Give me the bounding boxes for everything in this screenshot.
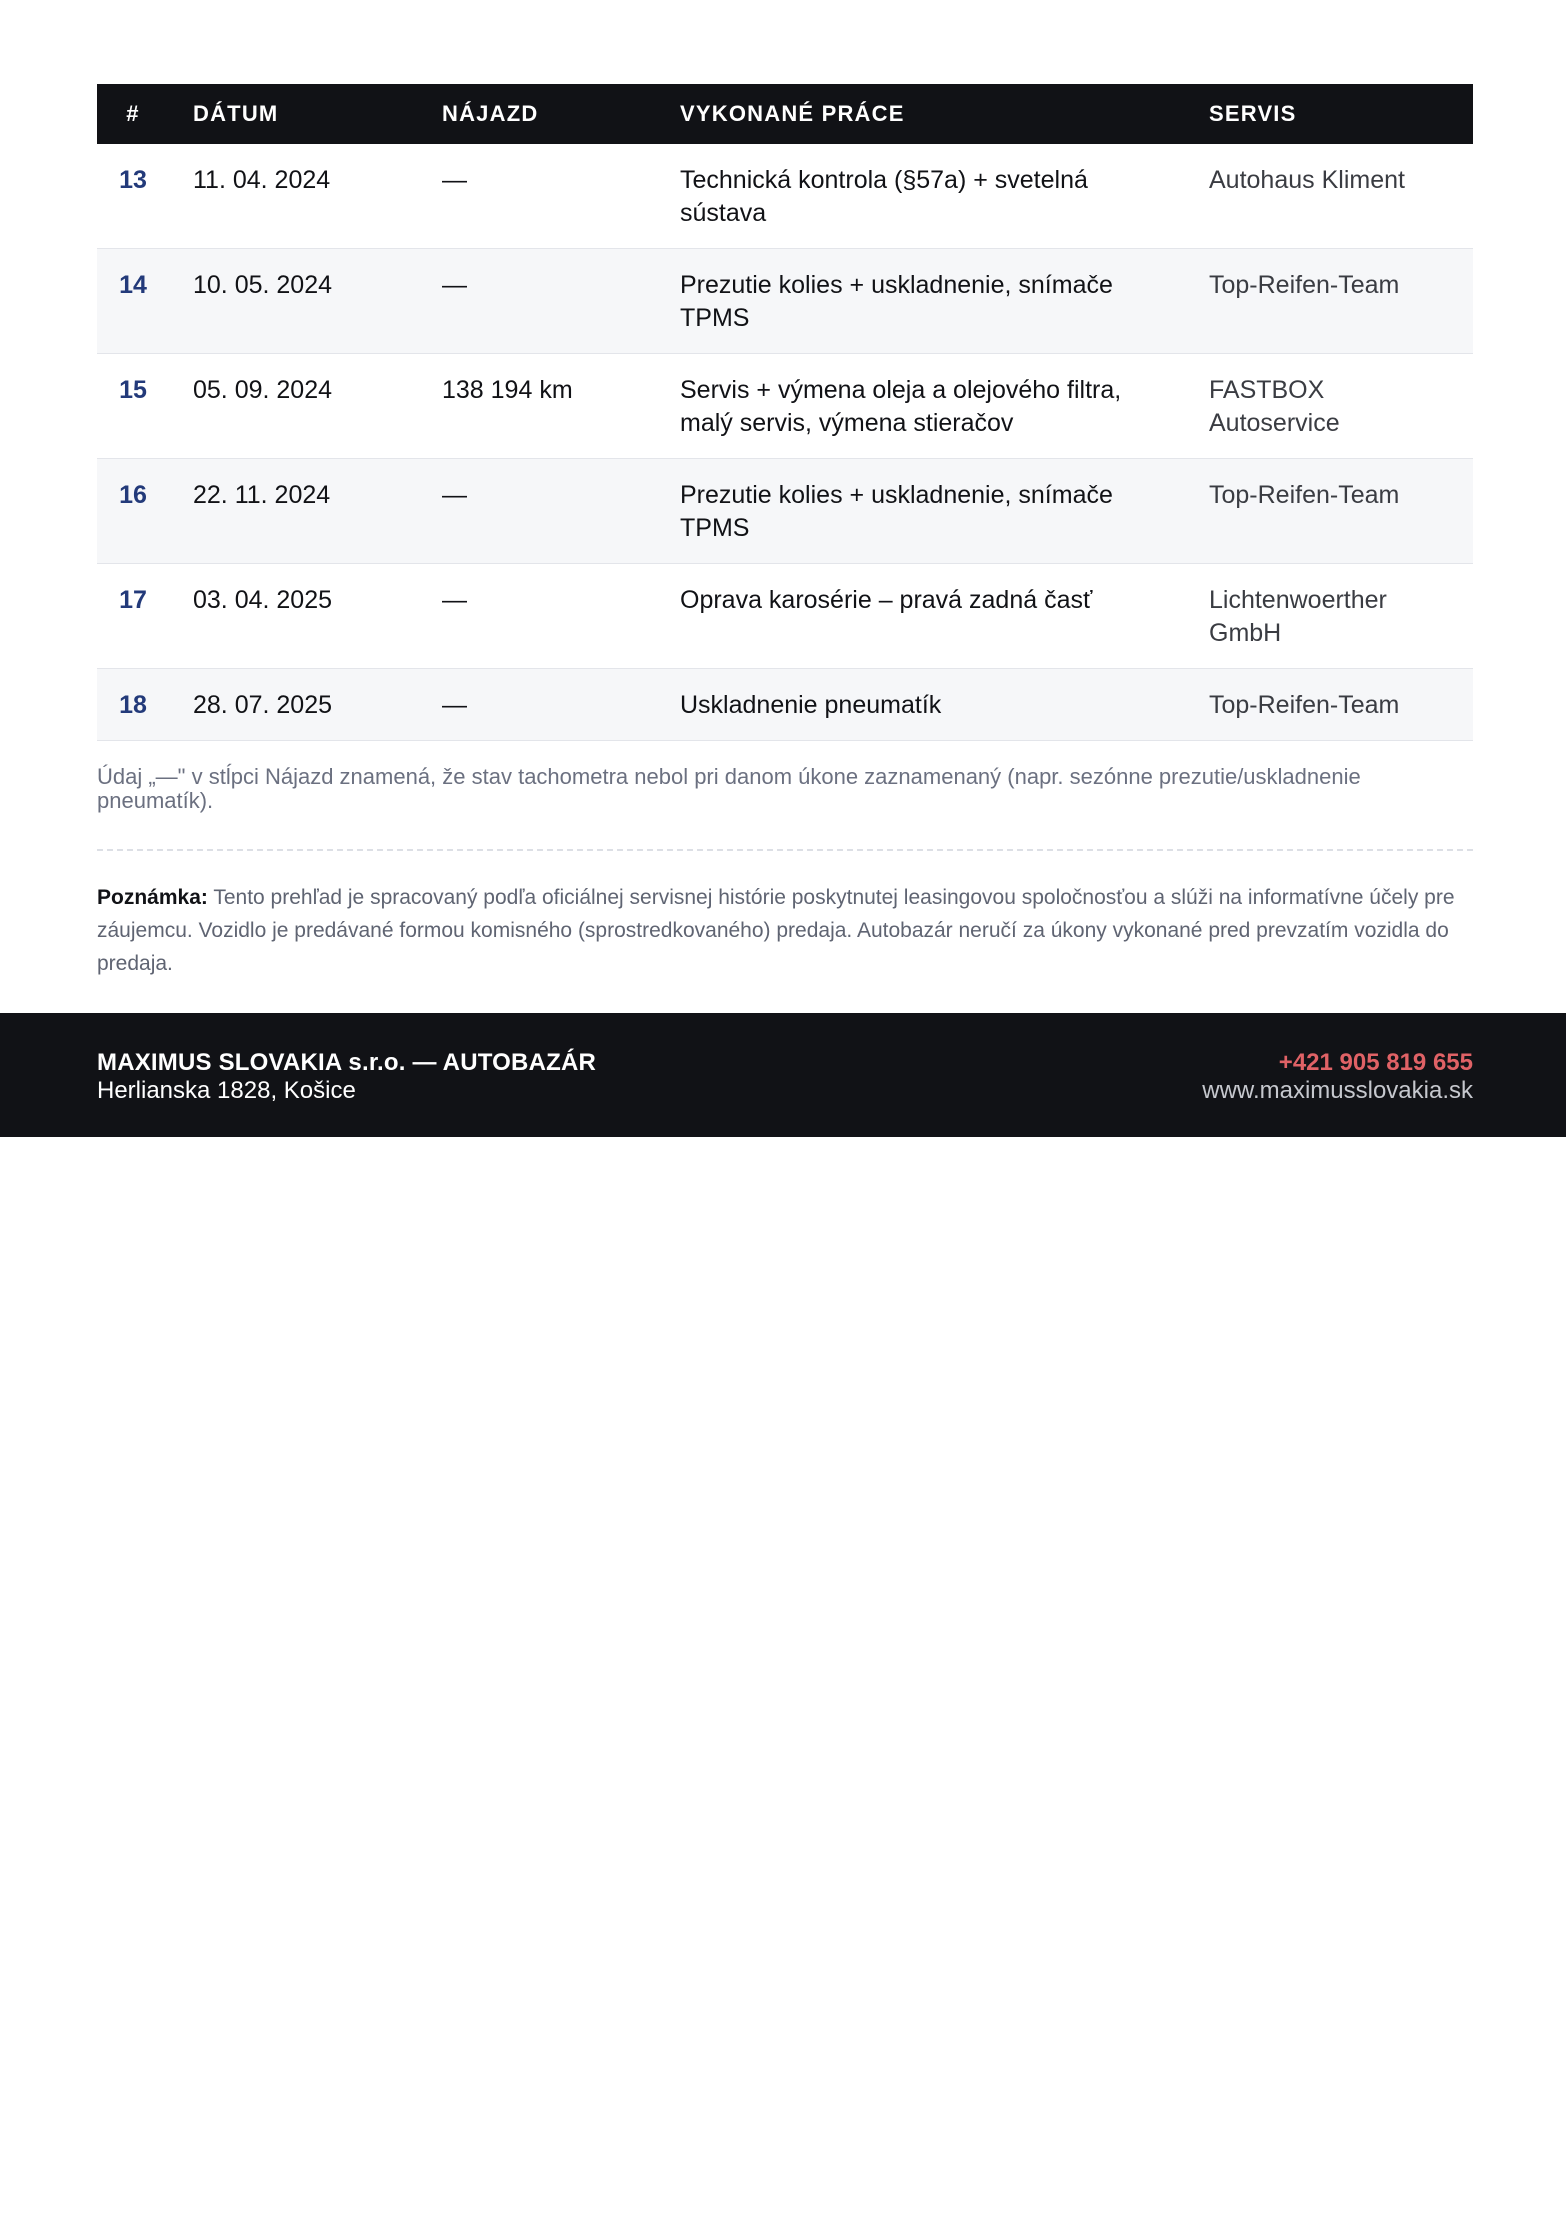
row-mileage: — [418, 564, 656, 669]
row-date: 11. 04. 2024 [169, 144, 418, 249]
row-service: Lichtenwoerther GmbH [1185, 564, 1473, 669]
mileage-legend-note: Údaj „—" v stĺpci Nájazd znamená, že stav tachometra nebol pri danom úkone zaznamenaný (napr. sezónne prezutie/uskladnenie pneumatík). [97, 764, 1361, 813]
table-header [97, 84, 1473, 144]
table-row [97, 354, 1473, 459]
row-number: 17 [97, 564, 169, 669]
row-work: Servis + výmena oleja a olejového filtra, malý servis, výmena stieračov [656, 354, 1185, 459]
row-service: Top-Reifen-Team [1185, 669, 1473, 741]
row-number: 18 [97, 669, 169, 741]
row-date: 22. 11. 2024 [169, 459, 418, 564]
remark-label: Poznámka: [97, 886, 208, 909]
remark-text: Tento prehľad je spracovaný podľa oficiálnej servisnej histórie poskytnutej leasingovou spoločnosťou a slúži na informatívne účely pre záujemcu. Vozidlo je predávané formou komisného (sprostredkovaného) predaja. Autobazár neručí za úkony vykonané pred prevzatím vozidla do predaja. [97, 886, 1455, 975]
table-body [97, 144, 1473, 741]
table-row [97, 144, 1473, 249]
dealer-footer [0, 1013, 1566, 1137]
row-mileage: — [418, 669, 656, 741]
table-row [97, 249, 1473, 354]
remark-paragraph [97, 881, 1473, 980]
header-date: DÁTUM [169, 84, 418, 144]
header-work: VYKONANÉ PRÁCE [656, 84, 1185, 144]
company-name: MAXIMUS SLOVAKIA s.r.o. — AUTOBAZÁR [97, 1049, 597, 1076]
table-row [97, 459, 1473, 564]
row-work: Uskladnenie pneumatík [656, 669, 1185, 741]
row-date: 05. 09. 2024 [169, 354, 418, 459]
row-service: FASTBOX Autoservice [1185, 354, 1473, 459]
table-row [97, 564, 1473, 669]
row-mileage: — [418, 249, 656, 354]
row-date: 03. 04. 2025 [169, 564, 418, 669]
footer-contact-block [1202, 1049, 1473, 1105]
row-date: 28. 07. 2025 [169, 669, 418, 741]
row-number: 14 [97, 249, 169, 354]
row-work: Oprava karosérie – pravá zadná časť [656, 564, 1185, 669]
row-number: 16 [97, 459, 169, 564]
phone-number[interactable]: +421 905 819 655 [1278, 1049, 1473, 1076]
service-history-section [97, 84, 1473, 1001]
header-mileage: NÁJAZD [418, 84, 656, 144]
row-mileage: — [418, 459, 656, 564]
row-service: Top-Reifen-Team [1185, 459, 1473, 564]
row-work: Prezutie kolies + uskladnenie, snímače TPMS [656, 459, 1185, 564]
dashed-divider [97, 849, 1473, 851]
service-history-table [97, 84, 1473, 741]
row-date: 10. 05. 2024 [169, 249, 418, 354]
row-work: Technická kontrola (§57a) + svetelná sústava [656, 144, 1185, 249]
header-number: # [97, 84, 169, 144]
company-address: Herlianska 1828, Košice [97, 1077, 356, 1104]
header-service: SERVIS [1185, 84, 1473, 144]
row-number: 15 [97, 354, 169, 459]
table-row [97, 669, 1473, 741]
footer-company-block [97, 1049, 596, 1105]
row-mileage: 138 194 km [418, 354, 656, 459]
website-link[interactable]: www.maximusslovakia.sk [1202, 1077, 1473, 1104]
row-mileage: — [418, 144, 656, 249]
table-header-row [97, 84, 1473, 144]
row-service: Autohaus Kliment [1185, 144, 1473, 249]
row-service: Top-Reifen-Team [1185, 249, 1473, 354]
row-work: Prezutie kolies + uskladnenie, snímače TPMS [656, 249, 1185, 354]
row-number: 13 [97, 144, 169, 249]
